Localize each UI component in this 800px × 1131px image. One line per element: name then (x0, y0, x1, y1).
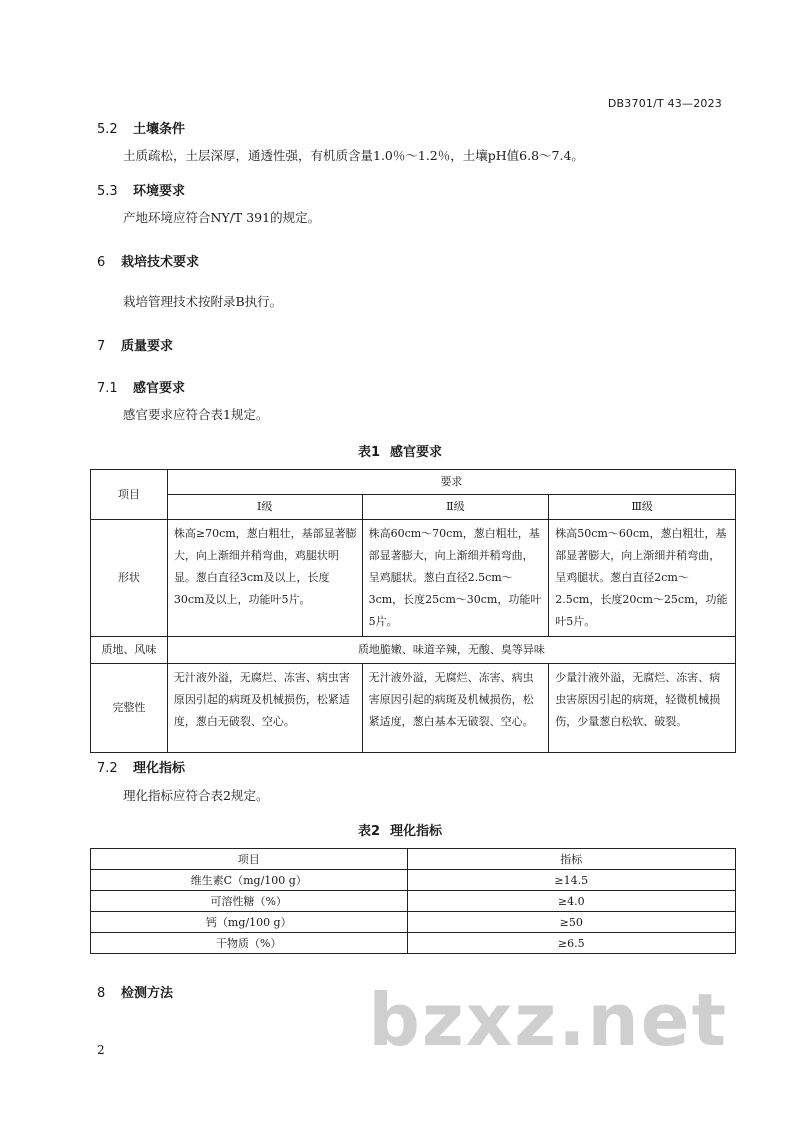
cell-integrity-grade-3: 少量汁液外溢，无腐烂、冻害、病虫害原因引起的病斑，轻微机械损伤，少量葱白松软、破裂。 (549, 664, 736, 753)
paragraph-environment: 产地环境应符合NY/T 391的规定。 (123, 210, 321, 225)
table-row (91, 891, 736, 912)
header-grade-1: Ⅰ级 (167, 495, 362, 520)
section-number: 5.2 (97, 122, 118, 137)
page-number: 2 (97, 1043, 105, 1057)
cell-shape-grade-3: 株高50cm～60cm，葱白粗壮，基部显著膨大，向上渐细并稍弯曲，呈鸡腿状。葱白直径2cm～2.5cm，长度20cm～25cm，功能叶5片。 (549, 520, 736, 637)
section-title: 栽培技术要求 (121, 255, 200, 270)
section-number: 7 (97, 339, 106, 354)
cell-integrity-grade-2: 无汁液外溢，无腐烂、冻害、病虫害原因引起的病斑及机械损伤，松紧适度，葱白基本无破裂、空心。 (362, 664, 549, 753)
section-title: 质量要求 (121, 339, 174, 354)
table2-caption-title: 理化指标 (390, 824, 443, 839)
paragraph-physicochemical: 理化指标应符合表2规定。 (123, 788, 269, 803)
row-value: ≥6.5 (407, 933, 735, 954)
row-item-integrity: 完整性 (91, 664, 168, 753)
table-row (91, 637, 736, 664)
row-value: ≥50 (407, 912, 735, 933)
row-item-shape: 形状 (91, 520, 168, 637)
paragraph-cultivation: 栽培管理技术按附录B执行。 (123, 294, 283, 309)
table-row (91, 520, 736, 637)
table-row (91, 664, 736, 753)
section-number: 8 (97, 986, 106, 1001)
table-row (91, 912, 736, 933)
header-item: 项目 (91, 470, 168, 520)
section-title: 感官要求 (133, 381, 186, 396)
cell-texture-merged: 质地脆嫩、味道辛辣，无酸、臭等异味 (167, 637, 735, 664)
row-item-texture: 质地、风味 (91, 637, 168, 664)
row-item: 维生素C（mg/100 g） (91, 870, 408, 891)
paragraph-sensory: 感官要求应符合表1规定。 (123, 407, 269, 422)
section-heading-7 (97, 335, 173, 354)
table1-caption-title: 感官要求 (390, 445, 443, 460)
section-heading-7-1 (97, 377, 185, 396)
section-heading-7-2 (97, 757, 185, 776)
header-value: 指标 (407, 849, 735, 870)
header-item: 项目 (91, 849, 408, 870)
section-heading-8 (97, 982, 173, 1001)
section-number: 7.2 (97, 761, 118, 776)
header-grade-3: Ⅲ级 (549, 495, 736, 520)
section-title: 检测方法 (121, 986, 174, 1001)
sensory-requirements-table (90, 469, 736, 753)
section-title: 土壤条件 (133, 122, 186, 137)
row-item: 钙（mg/100 g） (91, 912, 408, 933)
paragraph-soil: 土质疏松，土层深厚，通透性强，有机质含量1.0％～1.2％，土壤pH值6.8～7.4。 (123, 148, 584, 163)
section-heading-5-3 (97, 180, 185, 199)
section-title: 理化指标 (133, 761, 186, 776)
cell-shape-grade-2: 株高60cm～70cm，葱白粗壮，基部显著膨大，向上渐细并稍弯曲，呈鸡腿状。葱白直径2.5cm～3cm，长度25cm～30cm，功能叶5片。 (362, 520, 549, 637)
watermark: bzxz.net (368, 978, 728, 1062)
section-title: 环境要求 (133, 184, 186, 199)
table2-caption (0, 820, 800, 839)
section-number: 6 (97, 255, 106, 270)
section-number: 5.3 (97, 184, 118, 199)
table1-caption (0, 441, 800, 460)
cell-shape-grade-1: 株高≥70cm，葱白粗壮，基部显著膨大，向上渐细并稍弯曲，鸡腿状明显。葱白直径3cm及以上，长度30cm及以上，功能叶5片。 (167, 520, 362, 637)
cell-integrity-grade-1: 无汁液外溢，无腐烂、冻害、病虫害原因引起的病斑及机械损伤，松紧适度，葱白无破裂、空心。 (167, 664, 362, 753)
table-row (91, 933, 736, 954)
row-item: 可溶性糖（%） (91, 891, 408, 912)
document-number: DB3701/T 43—2023 (607, 97, 722, 110)
table2-caption-number: 表2 (357, 824, 381, 839)
header-requirement: 要求 (167, 470, 735, 495)
row-item: 干物质（%） (91, 933, 408, 954)
header-grade-2: Ⅱ级 (362, 495, 549, 520)
table-row (91, 870, 736, 891)
row-value: ≥14.5 (407, 870, 735, 891)
section-heading-5-2 (97, 118, 185, 137)
row-value: ≥4.0 (407, 891, 735, 912)
table1-caption-number: 表1 (357, 445, 381, 460)
physicochemical-table (90, 848, 736, 954)
section-heading-6 (97, 251, 199, 270)
section-number: 7.1 (97, 381, 118, 396)
